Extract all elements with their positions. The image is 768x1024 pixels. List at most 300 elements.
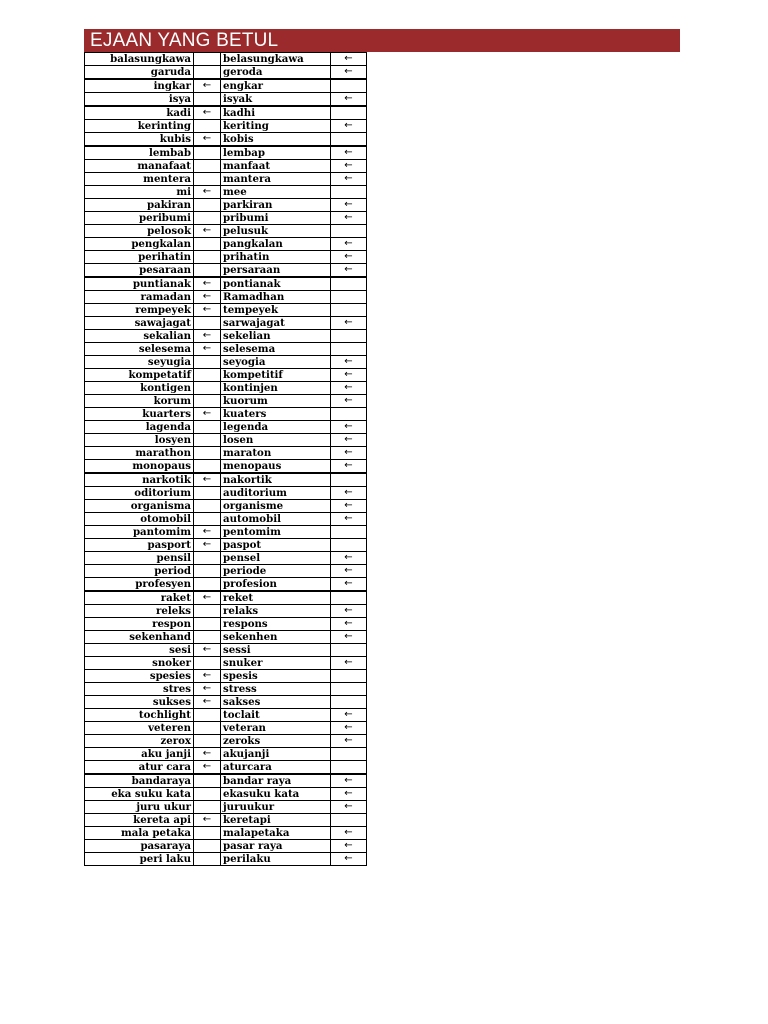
wrong-mark-cell: ←: [194, 343, 221, 356]
wrong-spelling-cell: raket: [85, 591, 194, 605]
table-row: [85, 421, 367, 434]
table-row: [85, 473, 367, 487]
table-row: [85, 120, 367, 133]
wrong-spelling-cell: marathon: [85, 447, 194, 460]
table-row: [85, 696, 367, 709]
right-mark-cell: ←: [331, 840, 367, 853]
wrong-mark-cell: [194, 631, 221, 644]
right-mark-cell: ←: [331, 238, 367, 251]
wrong-mark-cell: [194, 264, 221, 278]
wrong-mark-cell: ←: [194, 539, 221, 552]
wrong-mark-cell: [194, 356, 221, 369]
table-row: [85, 657, 367, 670]
spelling-table-body: [85, 53, 367, 866]
wrong-spelling-cell: pensil: [85, 552, 194, 565]
wrong-spelling-cell: seyugia: [85, 356, 194, 369]
wrong-spelling-cell: isya: [85, 93, 194, 107]
wrong-spelling-cell: pengkalan: [85, 238, 194, 251]
table-row: [85, 304, 367, 317]
right-spelling-cell: losen: [221, 434, 331, 447]
right-spelling-cell: keriting: [221, 120, 331, 133]
wrong-mark-cell: [194, 657, 221, 670]
wrong-spelling-cell: zerox: [85, 735, 194, 748]
right-mark-cell: ←: [331, 251, 367, 264]
wrong-mark-cell: [194, 160, 221, 173]
wrong-mark-cell: [194, 93, 221, 107]
right-spelling-cell: nakortik: [221, 473, 331, 487]
wrong-spelling-cell: snoker: [85, 657, 194, 670]
right-mark-cell: [331, 814, 367, 827]
wrong-spelling-cell: sekenhand: [85, 631, 194, 644]
right-spelling-cell: stress: [221, 683, 331, 696]
right-spelling-cell: malapetaka: [221, 827, 331, 840]
wrong-mark-cell: [194, 173, 221, 186]
table-row: [85, 133, 367, 147]
wrong-spelling-cell: puntianak: [85, 277, 194, 291]
table-row: [85, 644, 367, 657]
table-row: [85, 827, 367, 840]
right-mark-cell: ←: [331, 66, 367, 80]
right-spelling-cell: pelusuk: [221, 225, 331, 238]
wrong-spelling-cell: peri laku: [85, 853, 194, 866]
right-spelling-cell: kadhi: [221, 106, 331, 120]
right-mark-cell: ←: [331, 827, 367, 840]
wrong-mark-cell: [194, 238, 221, 251]
right-spelling-cell: sarwajagat: [221, 317, 331, 330]
wrong-spelling-cell: aku janji: [85, 748, 194, 761]
wrong-mark-cell: [194, 317, 221, 330]
right-mark-cell: [331, 526, 367, 539]
table-row: [85, 539, 367, 552]
right-mark-cell: [331, 696, 367, 709]
wrong-spelling-cell: spesies: [85, 670, 194, 683]
wrong-spelling-cell: oditorium: [85, 487, 194, 500]
right-mark-cell: [331, 748, 367, 761]
right-spelling-cell: kuorum: [221, 395, 331, 408]
wrong-spelling-cell: pantomim: [85, 526, 194, 539]
right-spelling-cell: automobil: [221, 513, 331, 526]
wrong-spelling-cell: profesyen: [85, 578, 194, 592]
table-row: [85, 93, 367, 107]
right-mark-cell: [331, 539, 367, 552]
right-spelling-cell: relaks: [221, 605, 331, 618]
wrong-spelling-cell: pasaraya: [85, 840, 194, 853]
right-spelling-cell: perilaku: [221, 853, 331, 866]
wrong-spelling-cell: balasungkawa: [85, 53, 194, 66]
right-spelling-cell: persaraan: [221, 264, 331, 278]
wrong-mark-cell: [194, 434, 221, 447]
table-row: [85, 53, 367, 66]
right-mark-cell: [331, 644, 367, 657]
right-spelling-cell: juruukur: [221, 801, 331, 814]
right-mark-cell: ←: [331, 460, 367, 474]
wrong-mark-cell: [194, 774, 221, 788]
table-row: [85, 238, 367, 251]
right-spelling-cell: lembap: [221, 146, 331, 160]
wrong-spelling-cell: selesema: [85, 343, 194, 356]
wrong-spelling-cell: tochlight: [85, 709, 194, 722]
table-row: [85, 343, 367, 356]
wrong-mark-cell: [194, 722, 221, 735]
wrong-mark-cell: ←: [194, 473, 221, 487]
right-spelling-cell: spesis: [221, 670, 331, 683]
right-mark-cell: ←: [331, 173, 367, 186]
table-row: [85, 500, 367, 513]
right-mark-cell: ←: [331, 120, 367, 133]
right-mark-cell: [331, 670, 367, 683]
wrong-spelling-cell: pelosok: [85, 225, 194, 238]
wrong-spelling-cell: mentera: [85, 173, 194, 186]
right-spelling-cell: seyogia: [221, 356, 331, 369]
wrong-mark-cell: ←: [194, 291, 221, 304]
right-spelling-cell: akujanji: [221, 748, 331, 761]
right-mark-cell: [331, 186, 367, 199]
wrong-mark-cell: [194, 735, 221, 748]
table-row: [85, 447, 367, 460]
right-spelling-cell: snuker: [221, 657, 331, 670]
right-mark-cell: [331, 408, 367, 421]
wrong-spelling-cell: korum: [85, 395, 194, 408]
wrong-spelling-cell: rempeyek: [85, 304, 194, 317]
wrong-mark-cell: ←: [194, 304, 221, 317]
table-row: [85, 709, 367, 722]
wrong-mark-cell: ←: [194, 79, 221, 93]
right-mark-cell: [331, 343, 367, 356]
right-mark-cell: ←: [331, 199, 367, 212]
right-mark-cell: [331, 473, 367, 487]
wrong-spelling-cell: peribumi: [85, 212, 194, 225]
right-mark-cell: [331, 683, 367, 696]
wrong-mark-cell: [194, 421, 221, 434]
right-spelling-cell: periode: [221, 565, 331, 578]
wrong-mark-cell: ←: [194, 277, 221, 291]
wrong-mark-cell: [194, 578, 221, 592]
right-mark-cell: ←: [331, 53, 367, 66]
wrong-mark-cell: [194, 552, 221, 565]
wrong-mark-cell: ←: [194, 106, 221, 120]
table-row: [85, 814, 367, 827]
table-row: [85, 748, 367, 761]
table-row: [85, 369, 367, 382]
wrong-spelling-cell: pesaraan: [85, 264, 194, 278]
wrong-spelling-cell: releks: [85, 605, 194, 618]
table-row: [85, 356, 367, 369]
table-row: [85, 160, 367, 173]
right-spelling-cell: tempeyek: [221, 304, 331, 317]
wrong-spelling-cell: mala petaka: [85, 827, 194, 840]
right-spelling-cell: belasungkawa: [221, 53, 331, 66]
wrong-mark-cell: [194, 487, 221, 500]
wrong-spelling-cell: kadi: [85, 106, 194, 120]
table-row: [85, 513, 367, 526]
table-row: [85, 106, 367, 120]
right-mark-cell: ←: [331, 722, 367, 735]
wrong-mark-cell: [194, 709, 221, 722]
table-row: [85, 788, 367, 801]
wrong-spelling-cell: sukses: [85, 696, 194, 709]
wrong-mark-cell: [194, 513, 221, 526]
wrong-mark-cell: [194, 146, 221, 160]
table-row: [85, 735, 367, 748]
wrong-mark-cell: [194, 395, 221, 408]
table-row: [85, 670, 367, 683]
wrong-spelling-cell: eka suku kata: [85, 788, 194, 801]
wrong-mark-cell: ←: [194, 670, 221, 683]
right-mark-cell: ←: [331, 788, 367, 801]
wrong-spelling-cell: kereta api: [85, 814, 194, 827]
right-spelling-cell: mantera: [221, 173, 331, 186]
wrong-mark-cell: [194, 840, 221, 853]
right-spelling-cell: auditorium: [221, 487, 331, 500]
wrong-mark-cell: [194, 251, 221, 264]
right-mark-cell: ←: [331, 853, 367, 866]
right-mark-cell: ←: [331, 146, 367, 160]
table-row: [85, 631, 367, 644]
right-spelling-cell: mee: [221, 186, 331, 199]
wrong-spelling-cell: monopaus: [85, 460, 194, 474]
wrong-mark-cell: ←: [194, 683, 221, 696]
wrong-spelling-cell: ramadan: [85, 291, 194, 304]
right-mark-cell: ←: [331, 657, 367, 670]
right-spelling-cell: sakses: [221, 696, 331, 709]
spelling-table: [84, 52, 367, 866]
table-row: [85, 683, 367, 696]
wrong-spelling-cell: lagenda: [85, 421, 194, 434]
wrong-mark-cell: [194, 66, 221, 80]
right-spelling-cell: Ramadhan: [221, 291, 331, 304]
table-row: [85, 578, 367, 592]
right-mark-cell: ←: [331, 565, 367, 578]
right-mark-cell: ←: [331, 212, 367, 225]
table-row: [85, 173, 367, 186]
wrong-spelling-cell: kubis: [85, 133, 194, 147]
right-spelling-cell: profesion: [221, 578, 331, 592]
table-row: [85, 605, 367, 618]
wrong-spelling-cell: manafaat: [85, 160, 194, 173]
right-mark-cell: ←: [331, 500, 367, 513]
right-mark-cell: [331, 761, 367, 775]
wrong-mark-cell: ←: [194, 696, 221, 709]
right-spelling-cell: prihatin: [221, 251, 331, 264]
wrong-spelling-cell: pakiran: [85, 199, 194, 212]
table-row: [85, 382, 367, 395]
wrong-mark-cell: ←: [194, 330, 221, 343]
wrong-spelling-cell: kompetatif: [85, 369, 194, 382]
wrong-mark-cell: [194, 500, 221, 513]
right-mark-cell: ←: [331, 382, 367, 395]
wrong-mark-cell: [194, 199, 221, 212]
wrong-mark-cell: [194, 369, 221, 382]
right-mark-cell: [331, 304, 367, 317]
wrong-mark-cell: [194, 565, 221, 578]
table-row: [85, 199, 367, 212]
wrong-spelling-cell: atur cara: [85, 761, 194, 775]
right-mark-cell: ←: [331, 421, 367, 434]
table-row: [85, 225, 367, 238]
wrong-mark-cell: ←: [194, 761, 221, 775]
right-mark-cell: [331, 330, 367, 343]
wrong-spelling-cell: kontigen: [85, 382, 194, 395]
right-spelling-cell: kontinjen: [221, 382, 331, 395]
right-spelling-cell: bandar raya: [221, 774, 331, 788]
right-spelling-cell: isyak: [221, 93, 331, 107]
wrong-spelling-cell: sesi: [85, 644, 194, 657]
right-mark-cell: ←: [331, 395, 367, 408]
table-row: [85, 212, 367, 225]
right-mark-cell: ←: [331, 631, 367, 644]
wrong-mark-cell: [194, 618, 221, 631]
wrong-spelling-cell: kerinting: [85, 120, 194, 133]
right-mark-cell: ←: [331, 552, 367, 565]
right-spelling-cell: kobis: [221, 133, 331, 147]
table-row: [85, 66, 367, 80]
right-mark-cell: ←: [331, 513, 367, 526]
right-spelling-cell: geroda: [221, 66, 331, 80]
wrong-spelling-cell: lembab: [85, 146, 194, 160]
wrong-mark-cell: [194, 120, 221, 133]
right-spelling-cell: selesema: [221, 343, 331, 356]
right-spelling-cell: pentomim: [221, 526, 331, 539]
table-row: [85, 774, 367, 788]
right-spelling-cell: legenda: [221, 421, 331, 434]
table-row: [85, 761, 367, 775]
table-row: [85, 526, 367, 539]
table-row: [85, 618, 367, 631]
table-row: [85, 146, 367, 160]
right-mark-cell: ←: [331, 447, 367, 460]
right-spelling-cell: engkar: [221, 79, 331, 93]
wrong-spelling-cell: veteren: [85, 722, 194, 735]
wrong-mark-cell: [194, 605, 221, 618]
wrong-spelling-cell: stres: [85, 683, 194, 696]
wrong-spelling-cell: bandaraya: [85, 774, 194, 788]
wrong-spelling-cell: kuarters: [85, 408, 194, 421]
wrong-spelling-cell: respon: [85, 618, 194, 631]
wrong-spelling-cell: otomobil: [85, 513, 194, 526]
right-mark-cell: ←: [331, 618, 367, 631]
page-title: EJAAN YANG BETUL: [84, 29, 680, 52]
wrong-spelling-cell: mi: [85, 186, 194, 199]
right-spelling-cell: veteran: [221, 722, 331, 735]
right-spelling-cell: paspot: [221, 539, 331, 552]
wrong-mark-cell: [194, 827, 221, 840]
right-mark-cell: [331, 79, 367, 93]
table-row: [85, 264, 367, 278]
wrong-mark-cell: ←: [194, 186, 221, 199]
right-mark-cell: ←: [331, 487, 367, 500]
right-spelling-cell: pontianak: [221, 277, 331, 291]
table-row: [85, 291, 367, 304]
right-mark-cell: ←: [331, 317, 367, 330]
right-spelling-cell: organisme: [221, 500, 331, 513]
right-mark-cell: ←: [331, 801, 367, 814]
right-mark-cell: ←: [331, 735, 367, 748]
right-mark-cell: ←: [331, 605, 367, 618]
right-spelling-cell: maraton: [221, 447, 331, 460]
table-row: [85, 487, 367, 500]
wrong-mark-cell: ←: [194, 591, 221, 605]
right-mark-cell: ←: [331, 434, 367, 447]
table-row: [85, 186, 367, 199]
table-row: [85, 853, 367, 866]
right-spelling-cell: keretapi: [221, 814, 331, 827]
wrong-mark-cell: ←: [194, 526, 221, 539]
right-mark-cell: ←: [331, 356, 367, 369]
table-row: [85, 840, 367, 853]
right-spelling-cell: toclait: [221, 709, 331, 722]
right-spelling-cell: kompetitif: [221, 369, 331, 382]
right-spelling-cell: pasar raya: [221, 840, 331, 853]
right-mark-cell: [331, 225, 367, 238]
wrong-mark-cell: [194, 801, 221, 814]
wrong-spelling-cell: perihatin: [85, 251, 194, 264]
wrong-mark-cell: [194, 53, 221, 66]
wrong-mark-cell: ←: [194, 814, 221, 827]
table-row: [85, 552, 367, 565]
table-row: [85, 330, 367, 343]
right-spelling-cell: respons: [221, 618, 331, 631]
right-mark-cell: ←: [331, 774, 367, 788]
right-spelling-cell: ekasuku kata: [221, 788, 331, 801]
wrong-mark-cell: [194, 853, 221, 866]
wrong-mark-cell: ←: [194, 748, 221, 761]
wrong-spelling-cell: pasport: [85, 539, 194, 552]
wrong-spelling-cell: period: [85, 565, 194, 578]
right-mark-cell: ←: [331, 369, 367, 382]
right-spelling-cell: zeroks: [221, 735, 331, 748]
table-row: [85, 251, 367, 264]
wrong-spelling-cell: narkotik: [85, 473, 194, 487]
table-row: [85, 317, 367, 330]
right-mark-cell: [331, 106, 367, 120]
table-row: [85, 722, 367, 735]
wrong-spelling-cell: sawajagat: [85, 317, 194, 330]
wrong-spelling-cell: sekalian: [85, 330, 194, 343]
table-row: [85, 565, 367, 578]
right-mark-cell: ←: [331, 264, 367, 278]
right-spelling-cell: sekenhen: [221, 631, 331, 644]
wrong-mark-cell: ←: [194, 644, 221, 657]
right-spelling-cell: pribumi: [221, 212, 331, 225]
right-mark-cell: ←: [331, 93, 367, 107]
right-spelling-cell: manfaat: [221, 160, 331, 173]
wrong-spelling-cell: organisma: [85, 500, 194, 513]
wrong-mark-cell: ←: [194, 133, 221, 147]
wrong-spelling-cell: losyen: [85, 434, 194, 447]
table-row: [85, 277, 367, 291]
right-spelling-cell: parkiran: [221, 199, 331, 212]
table-row: [85, 801, 367, 814]
right-mark-cell: ←: [331, 160, 367, 173]
table-row: [85, 460, 367, 474]
wrong-spelling-cell: ingkar: [85, 79, 194, 93]
right-spelling-cell: pensel: [221, 552, 331, 565]
table-row: [85, 591, 367, 605]
table-row: [85, 408, 367, 421]
wrong-mark-cell: ←: [194, 408, 221, 421]
right-mark-cell: [331, 133, 367, 147]
right-mark-cell: [331, 291, 367, 304]
right-spelling-cell: menopaus: [221, 460, 331, 474]
wrong-mark-cell: [194, 447, 221, 460]
right-mark-cell: ←: [331, 578, 367, 592]
right-spelling-cell: sekelian: [221, 330, 331, 343]
table-row: [85, 434, 367, 447]
right-spelling-cell: pangkalan: [221, 238, 331, 251]
right-spelling-cell: sessi: [221, 644, 331, 657]
wrong-mark-cell: [194, 212, 221, 225]
wrong-mark-cell: [194, 460, 221, 474]
